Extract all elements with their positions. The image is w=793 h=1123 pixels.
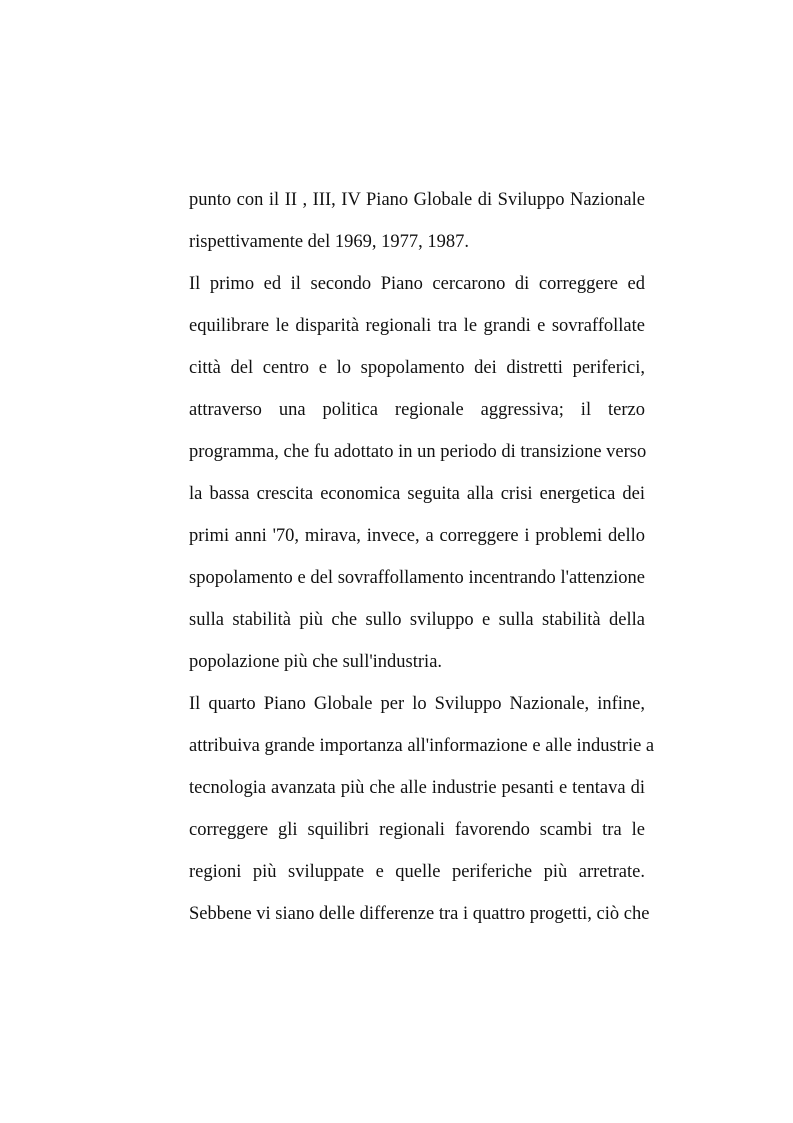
text-line: popolazione più che sull'industria. [189, 652, 443, 672]
text-line: programma, che fu adottato in un periodo di transizione verso [189, 442, 647, 462]
text-line: punto con il II , III, IV Piano Globale di Sviluppo Nazionale [189, 190, 645, 210]
text-line: equilibrare le disparità regionali tra le grandi e sovraffollate [189, 316, 645, 336]
text-line: attraverso una politica regionale aggressiva; il terzo [189, 400, 645, 420]
text-line: correggere gli squilibri regionali favorendo scambi tra le [189, 820, 645, 840]
body-text [189, 185, 655, 941]
text-line: città del centro e lo spopolamento dei distretti periferici, [189, 358, 645, 378]
text-line: primi anni '70, mirava, invece, a correggere i problemi dello [189, 526, 645, 546]
text-line: Il quarto Piano Globale per lo Sviluppo Nazionale, infine, [189, 694, 645, 714]
text-line: Il primo ed il secondo Piano cercarono di correggere ed [189, 274, 645, 294]
text-line: la bassa crescita economica seguita alla crisi energetica dei [189, 484, 645, 504]
text-line: rispettivamente del 1969, 1977, 1987. [189, 232, 470, 252]
text-line: sulla stabilità più che sullo sviluppo e sulla stabilità della [189, 610, 645, 630]
text-line: regioni più sviluppate e quelle periferiche più arretrate. [189, 862, 645, 882]
text-line: tecnologia avanzata più che alle industrie pesanti e tentava di [189, 778, 645, 798]
text-line: attribuiva grande importanza all'informazione e alle industrie a [189, 736, 655, 756]
text-line: spopolamento e del sovraffollamento incentrando l'attenzione [189, 568, 645, 588]
text-line: Sebbene vi siano delle differenze tra i quattro progetti, ciò che [189, 904, 650, 924]
